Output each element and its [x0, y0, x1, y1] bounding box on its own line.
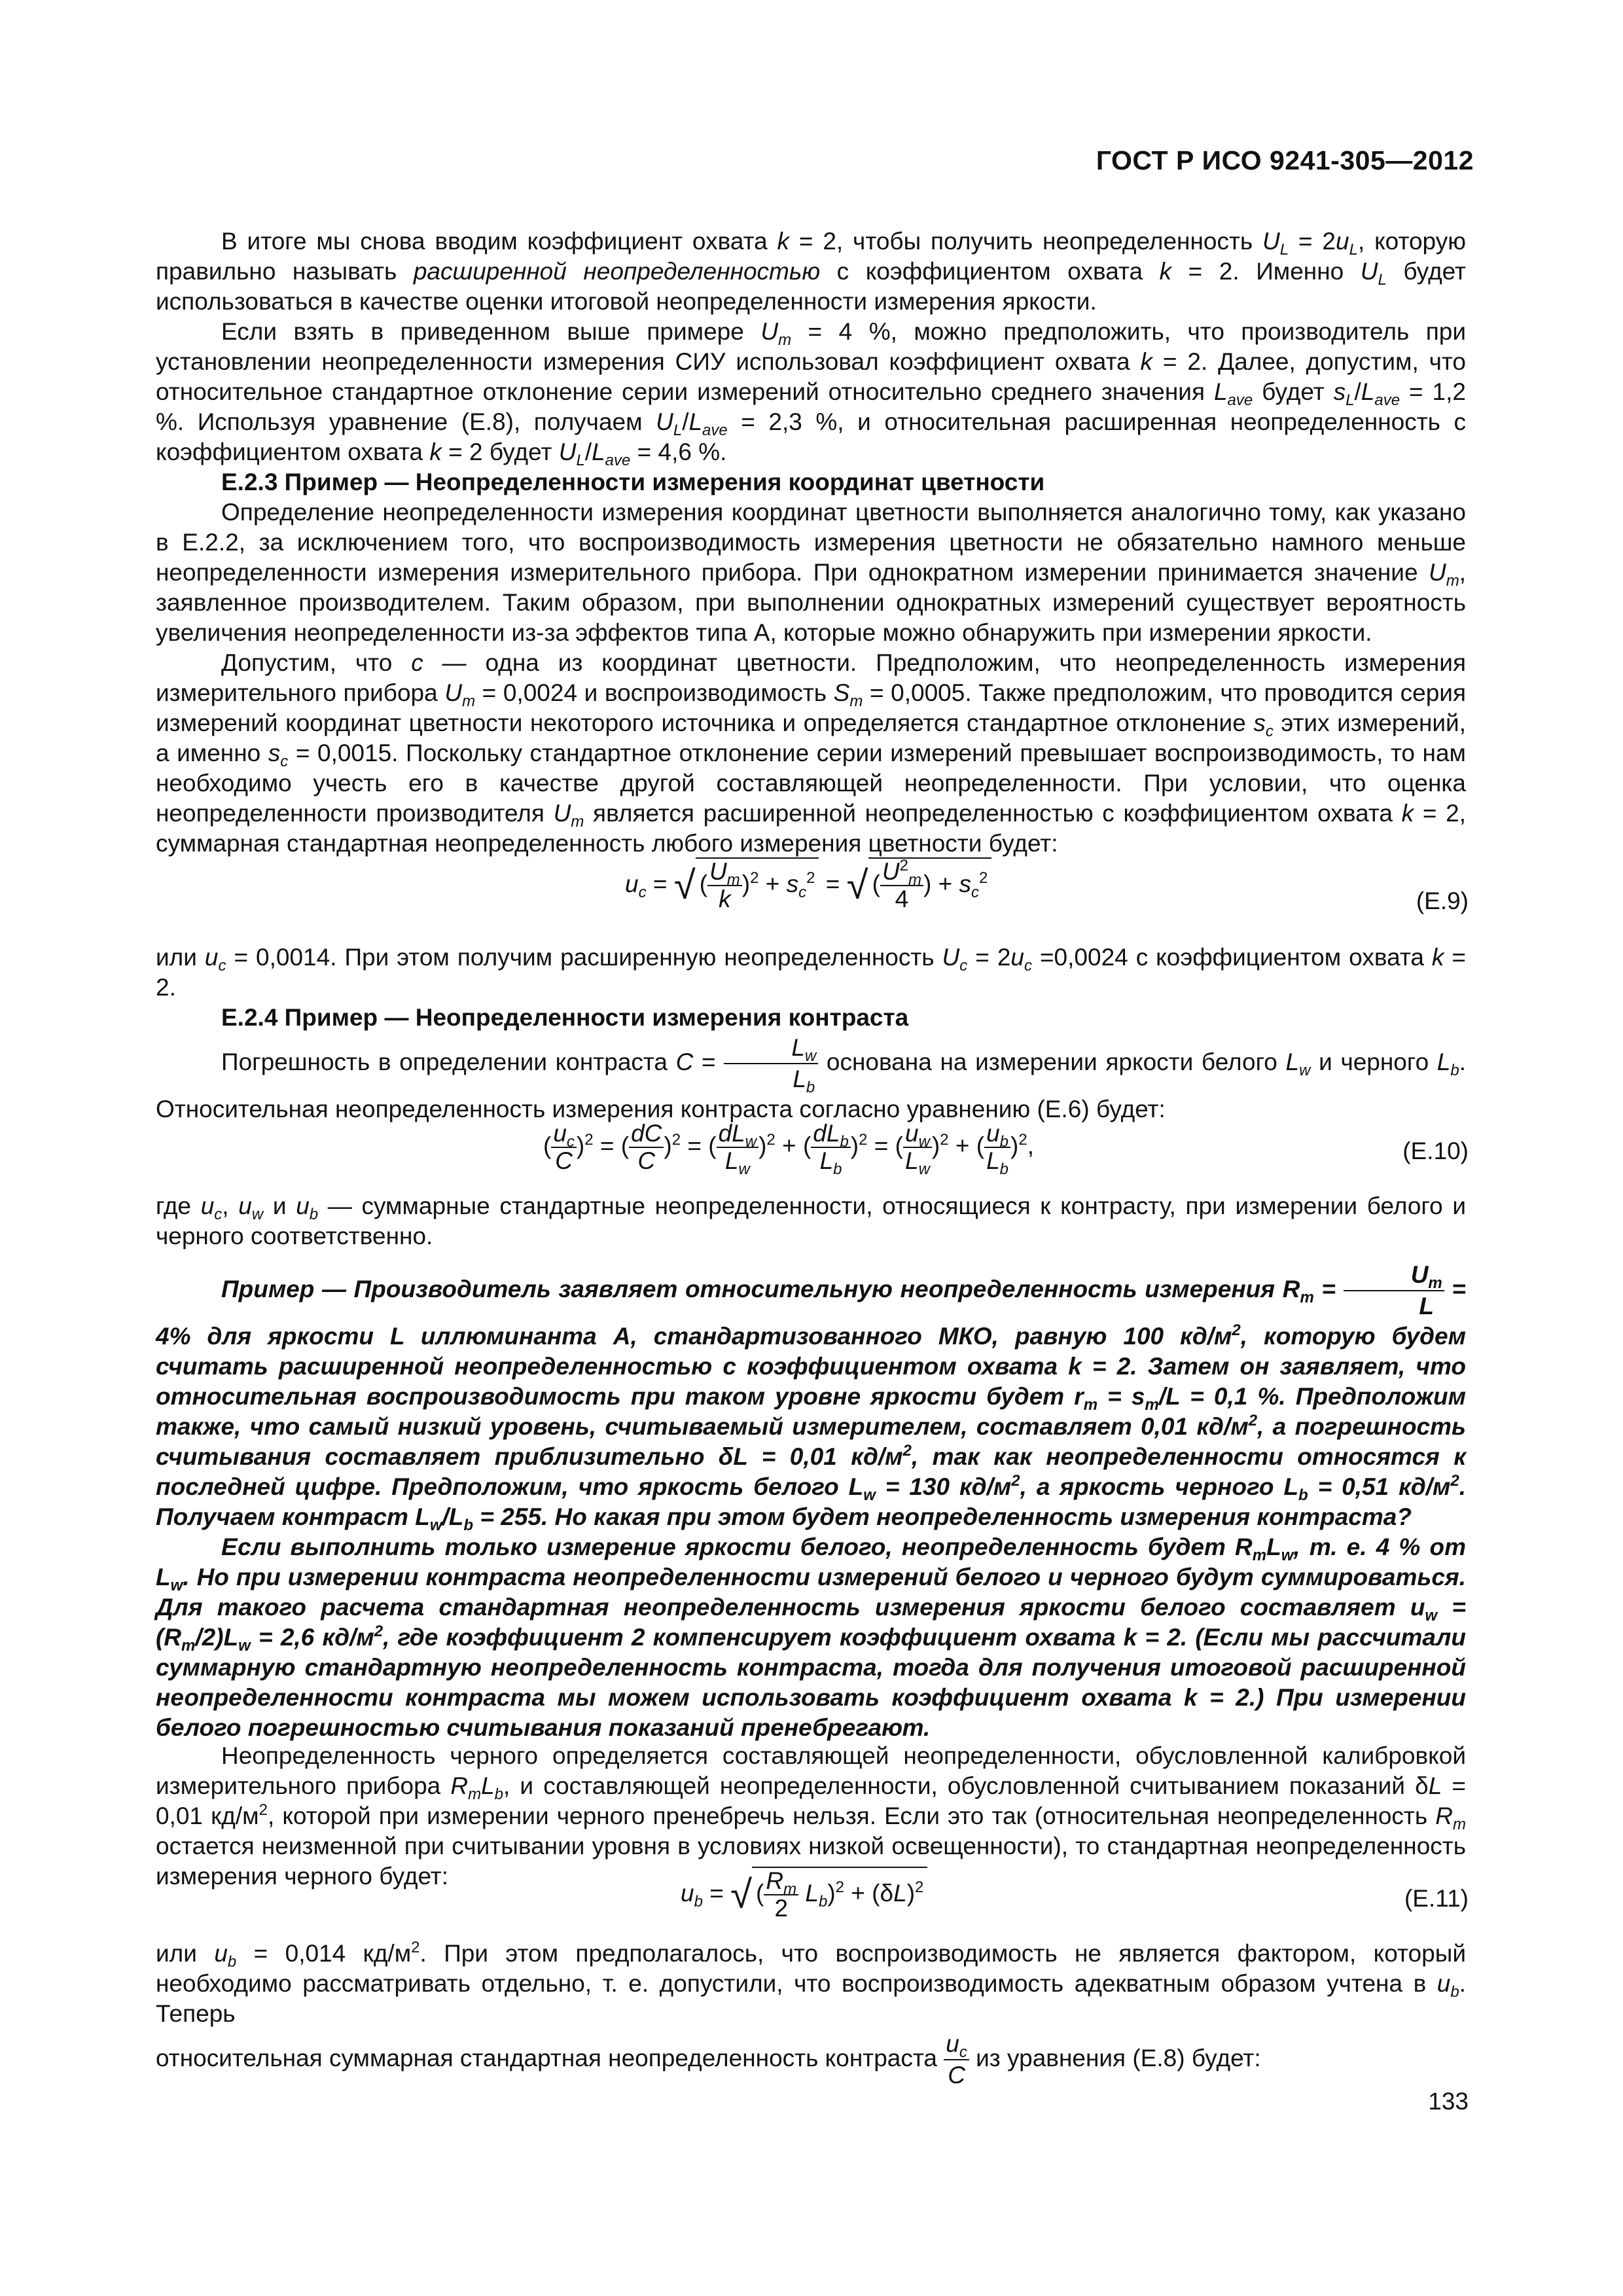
example-paragraph-1-start: Пример — Производитель заявляет относительную неопределенность измерения	[221, 1275, 1275, 1302]
paragraph-9: или $u_b = 0,014$ $кд/м^2$. При этом предполагалось, что воспроизводимость не является фактором, который необходимо рассматривать отдельно, т. е. допустили, что воспроизводимость адекватным образом учтена в $u_b$. Теперь	[156, 1939, 1466, 2027]
equation-e10: ( $\frac{u_c}{C}$ )$^2$ = ( $\frac{dC}{C}$ )$^2$ = ( $\frac{dL_w}{L_w}$ )$^2$ + ( $\frac{dL_b}{L_b}$ )$^2$ = ( $\frac{u_w}{L_w}$ )$^2$ + ( $\frac{u_b}{L_b}$ )$^2$,	[543, 1120, 1034, 1178]
text-block-e10-after	[156, 1191, 1466, 1251]
paragraph-6-start: Погрешность в определении контраста	[221, 1048, 668, 1075]
equation-e11: $u_b$ = √ ( $\frac{R_m}{2}$ $L_b)^2 + (\delta L)^2$	[681, 1867, 927, 1922]
paragraph-6: Погрешность в определении контраста C = $\frac{L_w}{L_b}$ основана на измерении яркости белого $L_w$ и черного $L_b$. Относительная неопределенность измерения контраста согласно уравнению (Е.6) будет:	[156, 1034, 1467, 1122]
paragraph-1: В итоге мы снова вводим коэффициент охвата k = 2, чтобы получить неопределенность $U_L = 2u_L$, которую правильно называть расширенной неопределенностью с коэффициентом охвата k = 2. Именно $U_L$ будет использоваться в качестве оценки итоговой неопределенности измерения яркости.	[156, 228, 1466, 315]
paragraph-5: или $u_c = 0,0014$. При этом получим расширенную неопределенность $U_c = 2u_c =0,0024$ с коэффициентом охвата k = 2.	[156, 944, 1466, 1001]
equation-e9: $u_c$ = √ ( $\frac{U_m}{k}$ )$^2 + s_c^2$ = √ ( $\frac{U^2_m}{4}$ ) + $s_c^2$	[625, 857, 991, 912]
example-paragraph-1: Пример — Производитель заявляет относительную неопределенность измерения $R_m$ = $\frac{U_m}{L}$ = 4% для яркости L иллюминанта А, стандартизованного МКО, равную 100 $кд/м^2$, которую будем считать расширенной неопределенностью с коэффициентом охвата k = 2. Затем он заявляет, что относительная воспроизводимость при таком уровне яркости будет $r_m = s_m/L = 0,1$ %. Предположим также, что самый низкий уровень, считываемый измерителем, составляет 0,01 $кд/м^2$, а погрешность считывания составляет приблизительно δL = 0,01 $кд/м^2$, так как неопределенности относятся к последней цифре. Предположим, что яркость белого $L_w = 130$ $кд/м^2$, а яркость черного $L_b = 0,51$ $кд/м^2$. Получаем контраст $L_w/L_b = 255$. Но какая при этом будет неопределенность измерения контраста?	[156, 1261, 1467, 1534]
paragraph-7: где $u_c$, $u_w$ и $u_b$ — суммарные стандартные неопределенности, относящиеся к контрасту, при измерении белого и черного соответственно.	[156, 1193, 1467, 1249]
paragraph-8: Неопределенность черного определяется составляющей неопределенности, обусловленной калибровкой измерительного прибора $R_mL_b$, и составляющей неопределенности, обусловленной считыванием показаний δL = 0,01 $кд/м^2$, которой при измерении черного пренебречь нельзя. Если это так (относительная неопределенность $R_m$ остается неизменной при считывании уровня в условиях низкой освещенности), то стандартная неопределенность измерения черного будет:	[156, 1742, 1466, 1890]
text-block-bottom	[156, 1939, 1466, 2090]
paragraph-2: Если взять в приведенном выше примере $U_m = 4$ %, можно предположить, что производитель при установлении неопределенности измерения СИУ использовал коэффициент охвата k = 2. Далее, допустим, что относительное стандартное отклонение серии измерений относительно среднего значения $L_{ave}$ будет $s_L/L_{ave} = 1,2$ %. Используя уравнение (Е.8), получаем $U_L/L_{ave} = 2,3$ %, и относительная расширенная неопределенность с коэффициентом охвата k = 2 будет $U_L/L_{ave} = 4,6$ %.	[156, 318, 1466, 469]
example-paragraph-2: Если выполнить только измерение яркости белого, неопределенность будет $R_mL_w$, т. е. 4 % от $L_w$. Но при измерении контраста неопределенности измерений белого и черного будут суммироваться. Для такого расчета стандартная неопределенность измерения яркости белого составляет $u_w = (R_m/2)L_w = 2,6$ $кд/м^2$, где коэффициент 2 компенсирует коэффициент охвата k = 2. (Если мы рассчитали суммарную стандартную неопределенность контраста, тогда для получения итоговой расширенной неопределенности контраста мы можем использовать коэффициент охвата k = 2.) При измерении белого погрешностью считывания показаний пренебрегают.	[156, 1534, 1466, 1741]
page-number: 133	[1428, 2088, 1469, 2115]
paragraph-3: Определение неопределенности измерения координат цветности выполняется аналогично тому, как указано в Е.2.2, за исключением того, что воспроизводимость измерения цветности не обязательно намного меньше неопределенности измерения измерительного прибора. При однократном измерении принимается значение $U_m$, заявленное производителем. Таким образом, при выполнении однократных измерений существует вероятность увеличения неопределенности из-за эффектов типа А, которые можно обнаружить при измерении яркости.	[156, 499, 1466, 646]
section-heading-e24: Е.2.4 Пример — Неопределенности измерения контраста	[221, 1004, 909, 1031]
equation-number-e9: (Е.9)	[1416, 888, 1469, 914]
document-header: ГОСТ Р ИСО 9241-305—2012	[1096, 145, 1474, 175]
text-block-e9-after	[156, 942, 1466, 1124]
equation-number-e10: (Е.10)	[1402, 1138, 1469, 1164]
paragraph-10-start: относительная суммарная стандартная неопределенность контраста	[156, 2044, 937, 2072]
paragraph-10: относительная суммарная стандартная неопределенность контраста $\frac{u_c}{C}$ из уравнения (Е.8) будет:	[156, 2030, 1261, 2089]
section-heading-e23: Е.2.3 Пример — Неопределенности измерения координат цветности	[221, 469, 1045, 495]
paragraph-4: Допустим, что c — одна из координат цветности. Предположим, что неопределенность измерения измерительного прибора $U_m = 0,0024$ и воспроизводимость $S_m = 0,0005$. Также предположим, что проводится серия измерений координат цветности некоторого источника и определяется стандартное отклонение $s_c$ этих измерений, а именно $s_c = 0,0015$. Поскольку стандартное отклонение серии измерений превышает воспроизводимость, то нам необходимо учесть его в качестве другой составляющей неопределенности. При условии, что оценка неопределенности производителя $U_m$ является расширенной неопределенностью с коэффициентом охвата k = 2, суммарная стандартная неопределенность любого измерения цветности будет:	[156, 649, 1466, 857]
paragraph-10-end: из уравнения (Е.8) будет:	[976, 2044, 1261, 2072]
example-block	[156, 1260, 1466, 1743]
text-block-top	[156, 226, 1466, 859]
equation-number-e11: (Е.11)	[1404, 1885, 1469, 1912]
